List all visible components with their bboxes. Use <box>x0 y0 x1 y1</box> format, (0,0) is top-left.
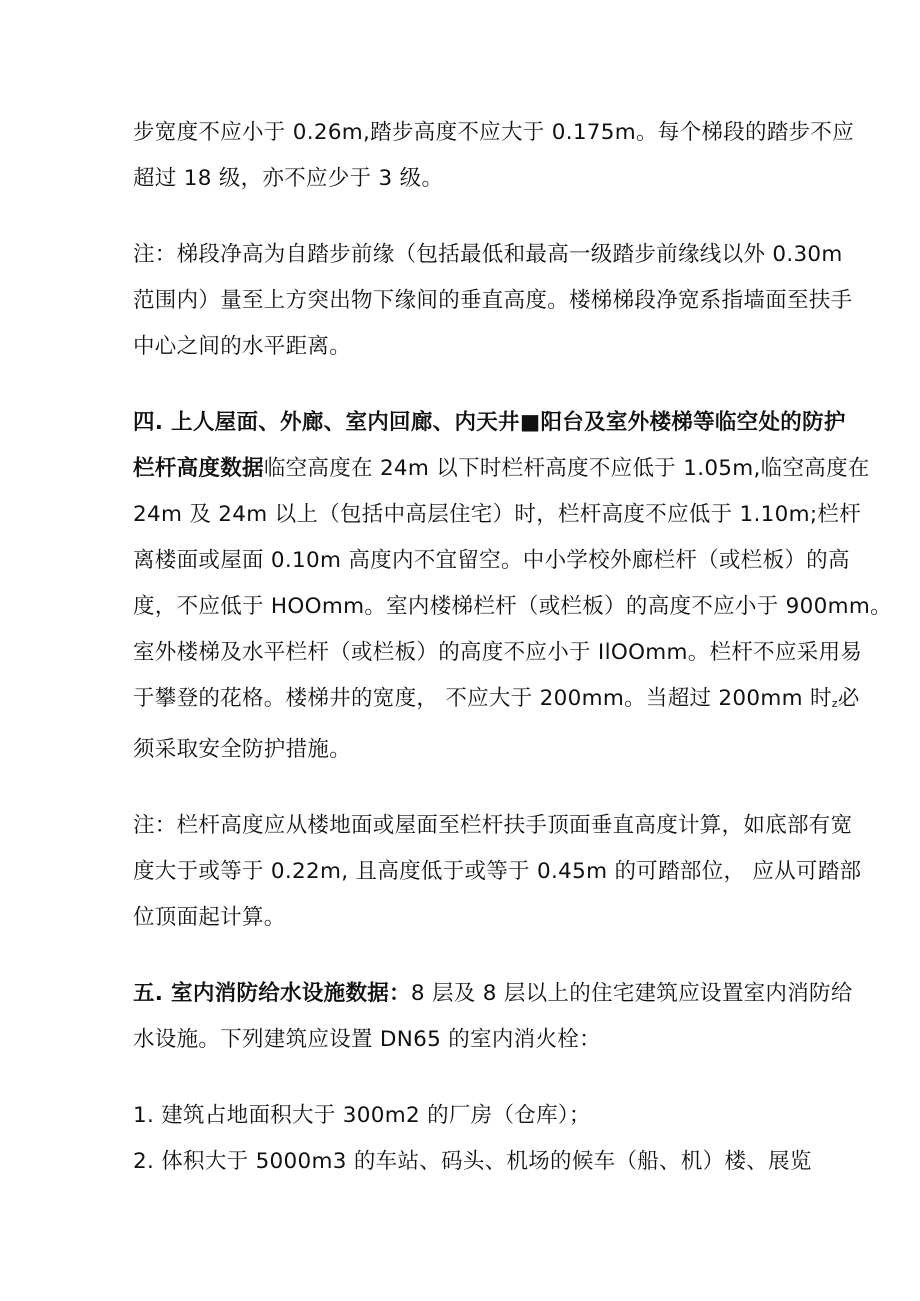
paragraph-note-railing <box>133 803 862 941</box>
text-line: 范围内）量至上方突出物下缘间的垂直高度。楼梯梯段净宽系指墙面至扶手 <box>133 288 853 313</box>
text-line: 水设施。下列建筑应设置 DN65 的室内消火栓： <box>133 1027 601 1052</box>
paragraph-stair-steps <box>133 110 855 202</box>
text-line: 超过 18 级，亦不应少于 3 级。 <box>133 166 444 191</box>
text-line <box>133 446 870 492</box>
paragraph-fire-water <box>133 971 853 1063</box>
text-line: 步宽度不应小于 0.26m,踏步高度不应大于 0.175m。每个梯段的踏步不应 <box>133 120 855 145</box>
paragraph-note-stair-height <box>133 232 853 370</box>
text-line <box>133 676 860 727</box>
document-page <box>133 110 892 1185</box>
section-heading-four: 四. 上人屋面、外廊、室内回廊、内天井■阳台及室外楼梯等临空处的防护 <box>133 410 846 435</box>
list-item: 2. 体积大于 5000m3 的车站、码头、机场的候车（船、机）楼、展览 <box>133 1149 812 1174</box>
text-line: 注：栏杆高度应从楼地面或屋面至栏杆扶手顶面垂直高度计算，如底部有宽 <box>133 813 853 838</box>
text-line <box>133 971 853 1017</box>
text-segment: 8 层及 8 层以上的住宅建筑应设置室内消防给 <box>410 981 853 1006</box>
text-line: 离楼面或屋面 0.10m 高度内不宜留空。中小学校外廊栏杆（或栏板）的高 <box>133 548 850 573</box>
text-line: 注：梯段净高为自踏步前缘（包括最低和最高一级踏步前缘线以外 0.30m <box>133 242 843 267</box>
paragraph-railing-height <box>133 400 892 773</box>
text-line: 度，不应低于 HOOmm。室内楼梯栏杆（或栏板）的高度不应小于 900mm。 <box>133 594 892 619</box>
text-segment: 必 <box>837 686 860 711</box>
text-segment: 于攀登的花格。楼梯井的宽度， 不应大于 200mm。当超过 200mm 时 <box>133 686 832 711</box>
section-heading-five: 五. 室内消防给水设施数据： <box>133 981 411 1006</box>
list-fire-hydrant <box>133 1093 812 1185</box>
text-line: 须采取安全防护措施。 <box>133 737 352 762</box>
text-segment: 临空高度在 24m 以下时栏杆高度不应低于 1.05m,临空高度在 <box>263 456 870 481</box>
text-line: 位顶面起计算。 <box>133 905 286 930</box>
text-line: 度大于或等于 0.22m, 且高度低于或等于 0.45m 的可踏部位， 应从可踏部 <box>133 859 862 884</box>
text-line: 24m 及 24m 以上（包括中高层住宅）时，栏杆高度不应低于 1.10m;栏杆 <box>133 502 862 527</box>
text-line: 室外楼梯及水平栏杆（或栏板）的高度不应小于 IlOOmm。栏杆不应采用易 <box>133 640 863 665</box>
text-line: 中心之间的水平距离。 <box>133 334 352 359</box>
list-item: 1. 建筑占地面积大于 300m2 的厂房（仓库）； <box>133 1103 591 1128</box>
section-heading-four-cont: 栏杆高度数据 <box>133 456 264 481</box>
subscript-mark: z <box>831 697 838 710</box>
